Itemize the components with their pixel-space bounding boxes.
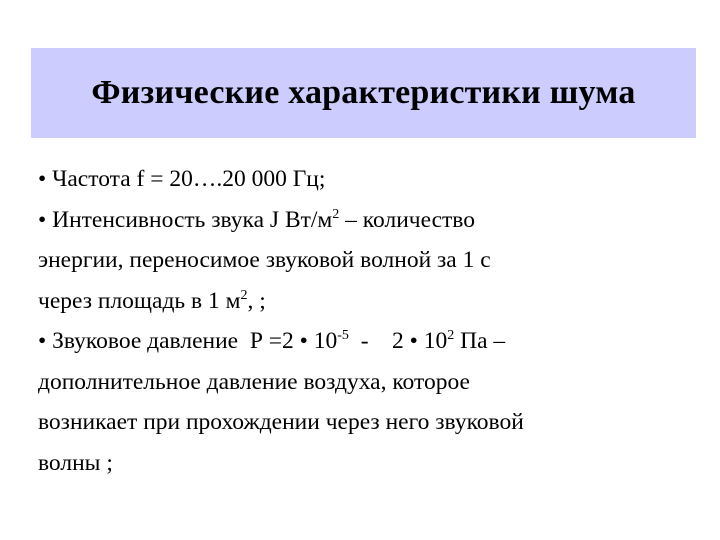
pressure-unit-text: Па – bbox=[454, 328, 506, 354]
pressure-line-2 bbox=[38, 362, 698, 403]
pressure-description-3: волны ; bbox=[38, 449, 113, 476]
area-unit-exponent: 2 bbox=[240, 287, 248, 303]
pressure-min-exponent: -5 bbox=[337, 328, 349, 343]
intensity-text-cont: – количество bbox=[339, 206, 475, 233]
pressure-line-3 bbox=[38, 402, 698, 443]
bullet-pressure bbox=[38, 321, 698, 362]
slide-title: Физические характеристики шума bbox=[91, 74, 636, 111]
pressure-max-exponent: 2 bbox=[447, 328, 455, 343]
pressure-range-text: - 2 • 10 bbox=[348, 328, 448, 354]
pressure-line-4 bbox=[38, 443, 698, 484]
bullet-intensity bbox=[38, 200, 698, 241]
title-banner bbox=[31, 48, 696, 138]
intensity-line-3 bbox=[38, 281, 698, 322]
frequency-text: • Частота f = 20….20 000 Гц; bbox=[38, 166, 326, 192]
pressure-description-2: возникает при прохождении через него звуковой bbox=[38, 409, 524, 435]
bullet-frequency bbox=[38, 159, 698, 200]
intensity-unit-exponent: 2 bbox=[332, 206, 340, 222]
area-text: через площадь в 1 м bbox=[38, 287, 241, 314]
slide-body bbox=[38, 159, 698, 483]
intensity-description: энергии, переносимое звуковой волной за 1 с bbox=[38, 247, 491, 273]
pressure-description-1: дополнительное давление воздуха, которое bbox=[38, 368, 470, 395]
pressure-text: • Звуковое давление Р =2 • 10 bbox=[38, 328, 338, 354]
intensity-text: • Интенсивность звука J Вт/м bbox=[38, 206, 333, 233]
intensity-line-2 bbox=[38, 240, 698, 281]
area-text-end: , ; bbox=[247, 287, 266, 314]
